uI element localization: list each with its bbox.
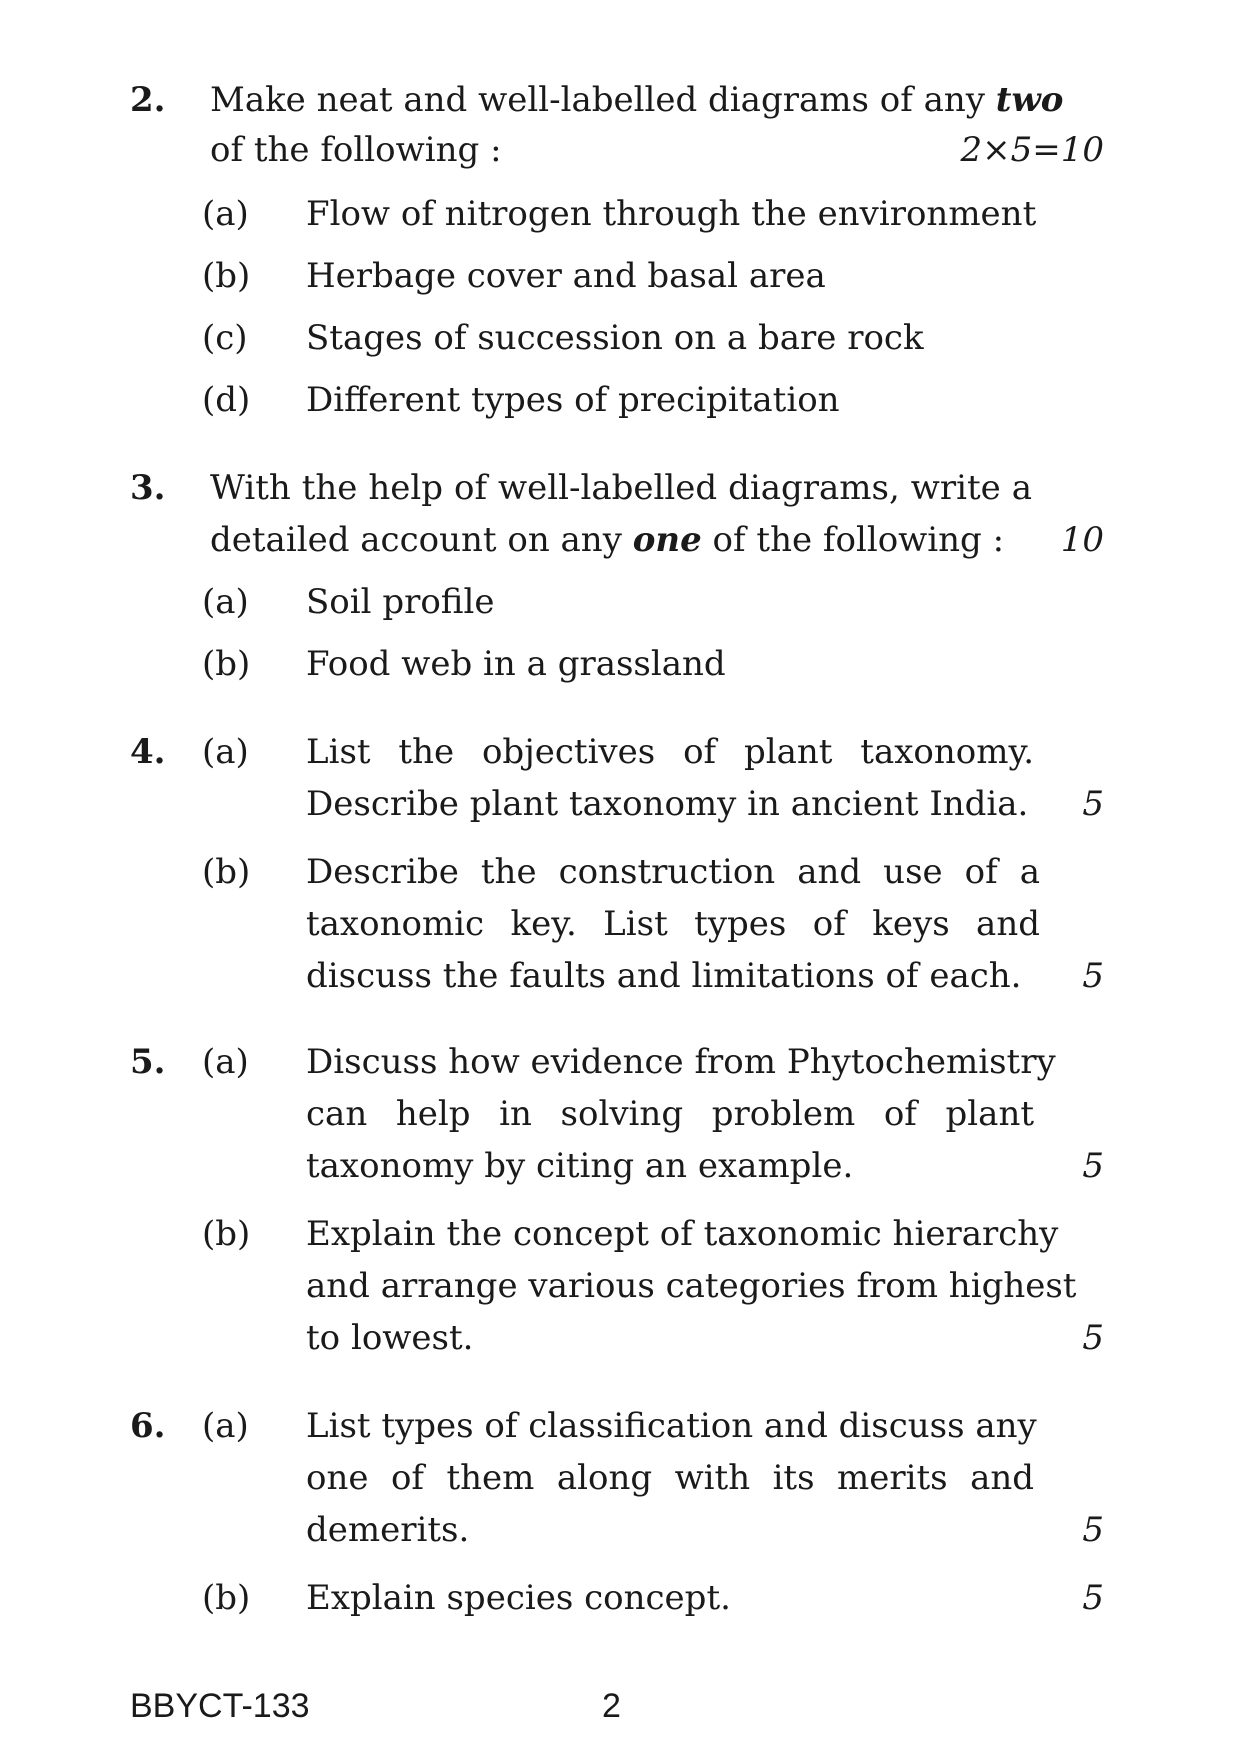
- option-text: Flow of nitrogen through the environment: [306, 194, 1037, 234]
- part-text-line: Explain species concept.: [306, 1578, 731, 1618]
- course-code: BBYCT-133: [130, 1687, 310, 1725]
- question-number: 2.: [130, 80, 166, 120]
- part-text-line: taxonomic key. List types of keys and: [306, 904, 1040, 944]
- option-label: (b): [202, 256, 251, 296]
- part-text-line: Explain the concept of taxonomic hierarchy: [306, 1214, 1059, 1254]
- question-number: 5.: [130, 1042, 166, 1082]
- question-stem-line: With the help of well-labelled diagrams, write a: [210, 468, 1032, 508]
- part-label: (b): [202, 1578, 251, 1618]
- marks-label: 5: [1082, 1510, 1104, 1550]
- part-text-line: demerits.: [306, 1510, 470, 1550]
- marks-label: 5: [1082, 956, 1104, 996]
- marks-label: 5: [1082, 784, 1104, 824]
- part-text-line: List types of classification and discuss any: [306, 1406, 1037, 1446]
- part-text-line: taxonomy by citing an example.: [306, 1146, 854, 1186]
- part-text-line: one of them along with its merits and: [306, 1458, 1034, 1498]
- part-text-line: Describe the construction and use of a: [306, 852, 1040, 892]
- marks-label: 5: [1082, 1146, 1104, 1186]
- option-label: (a): [202, 582, 249, 622]
- part-text-line: can help in solving problem of plant: [306, 1094, 1034, 1134]
- option-text: Different types of precipitation: [306, 380, 840, 420]
- question-stem-line: Make neat and well-labelled diagrams of any two: [210, 80, 1064, 120]
- part-text-line: discuss the faults and limitations of each.: [306, 956, 1022, 996]
- part-label: (a): [202, 1042, 249, 1082]
- question-number: 4.: [130, 732, 166, 772]
- marks-label: 5: [1082, 1318, 1104, 1358]
- part-label: (a): [202, 1406, 249, 1446]
- part-label: (b): [202, 852, 251, 892]
- option-text: Stages of succession on a bare rock: [306, 318, 924, 358]
- option-text: Food web in a grassland: [306, 644, 726, 684]
- question-number: 6.: [130, 1406, 166, 1446]
- emphasis-text: two: [995, 80, 1064, 120]
- emphasis-text: one: [632, 520, 702, 560]
- option-label: (c): [202, 318, 248, 358]
- page-number: 2: [602, 1687, 621, 1725]
- part-text-line: List the objectives of plant taxonomy.: [306, 732, 1034, 772]
- part-text-line: Describe plant taxonomy in ancient India.: [306, 784, 1029, 824]
- option-label: (a): [202, 194, 249, 234]
- option-text: Herbage cover and basal area: [306, 256, 826, 296]
- option-text: Soil profile: [306, 582, 495, 622]
- marks-label: 2×5=10: [960, 130, 1104, 170]
- option-label: (d): [202, 380, 251, 420]
- question-stem-line: detailed account on any one of the following :: [210, 520, 1005, 560]
- part-text-line: and arrange various categories from highest: [306, 1266, 1077, 1306]
- part-text-line: to lowest.: [306, 1318, 474, 1358]
- part-label: (b): [202, 1214, 251, 1254]
- marks-label: 5: [1082, 1578, 1104, 1618]
- part-text-line: Discuss how evidence from Phytochemistry: [306, 1042, 1056, 1082]
- question-number: 3.: [130, 468, 166, 508]
- part-label: (a): [202, 732, 249, 772]
- question-stem-line: of the following :: [210, 130, 502, 170]
- option-label: (b): [202, 644, 251, 684]
- marks-label: 10: [1060, 520, 1104, 560]
